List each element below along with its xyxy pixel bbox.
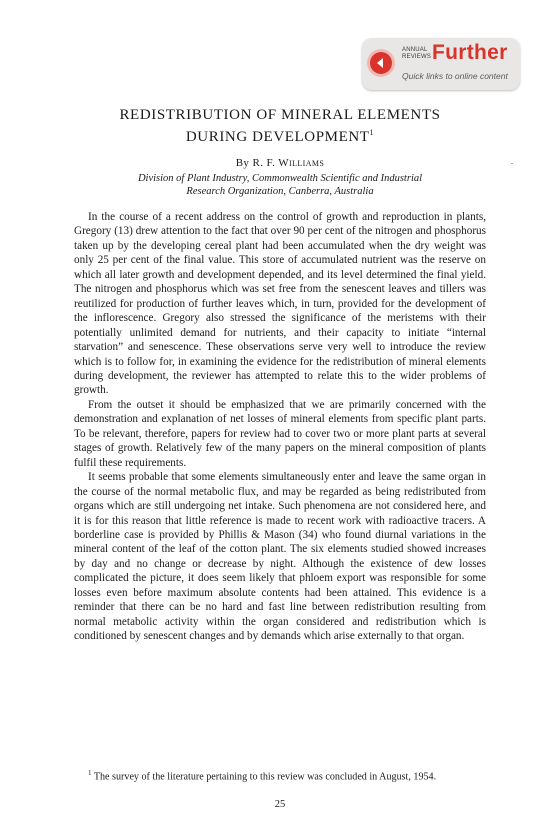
byline <box>60 157 500 169</box>
title-footnote-mark: 1 <box>369 128 375 137</box>
footnote-text: The survey of the literature pertaining to this review was concluded in August, 1954. <box>93 771 437 783</box>
page-number: 25 <box>274 799 286 810</box>
badge-annual-text: ANNUAL <box>402 47 428 53</box>
byline-prefix: By <box>235 157 250 169</box>
badge-reviews-text: REVIEWS <box>402 54 432 60</box>
badge-further-text: Further <box>432 41 508 64</box>
paragraph-1: In the course of a recent address on the control of growth and reproduction in plants, Gregory (13) drew attention to the fact that over 90 per cent of the nitrogen and phosphorus taken up by the developing cereal plant had been accumulated when the dry weight was only 25 per cent of the final value. This store of accumulated nutrient was the reserve on which all later growth and development depended, and its level determined the final yield. The nitrogen and phosphorus which was set free from the senescent leaves and tillers was reutilized for production of further leaves which, in turn, provided for the development of the inflorescence. Gregory also stressed the significance of the meristems with their potentially unlimited demand for nutrients, and their capacity to initiate “internal starvation” and senescence. These observations serve very well to introduce the review which is to follow for, in examining the evidence for the redistribution of mineral elements during development, the reviewer has attempted to relate this to the wider problems of growth. <box>74 211 486 397</box>
footnote-mark: 1 <box>88 769 92 777</box>
paragraph-2: From the outset it should be emphasized that we are primarily concerned with the demonstration and explanation of net losses of mineral elements from specific plant parts. To be relevant, therefore, papers for review had to cover two or more plant parts at several stages of growth. Relatively few of the many papers on the mineral composition of plants fulfil these requirements. <box>74 398 486 469</box>
article-title-line-2: DURING DEVELOPMENT$^1$ <box>185 128 375 145</box>
footnote <box>74 767 486 784</box>
author-name: R. F. Williams <box>252 157 325 169</box>
paragraph-3: It seems probable that some elements simultaneously enter and leave the same organ in the course of the normal metabolic flux, and may be regarded as being redistributed from organs which are still undergoing net intake. Such phenomena are not considered here, and it is for this reason that little reference is made to recent work with radioactive tracers. A borderline case is provided by Phillis & Mason (34) who found diurnal variations in the mineral content of the leaf of the cotton plant. The six elements studied showed increases by day and no change or decrease by night. Although the existence of dew losses complicated the picture, it does seem likely that phloem export was responsible for some losses even before maximum absolute contents had been attained. This evidence is a reminder that there can be no hard and fast line between redistribution resulting from normal metabolic activity within the organ considered and redistribution which is conditioned by senescent changes and by demands which arise externally to that organ. <box>74 471 486 643</box>
article-body <box>74 210 486 644</box>
stray-mark <box>511 163 513 164</box>
article-title-line-1: REDISTRIBUTION OF MINERAL ELEMENTS <box>119 107 441 123</box>
annual-reviews-further-badge[interactable] <box>362 38 520 90</box>
affiliation-line-1: Division of Plant Industry, Commonwealth Scientific and Industrial <box>137 173 423 184</box>
affiliation-line-2: Research Organization, Canberra, Australia <box>186 186 374 197</box>
badge-subtitle: Quick links to online content <box>402 71 508 81</box>
further-logo-icon <box>370 52 392 74</box>
